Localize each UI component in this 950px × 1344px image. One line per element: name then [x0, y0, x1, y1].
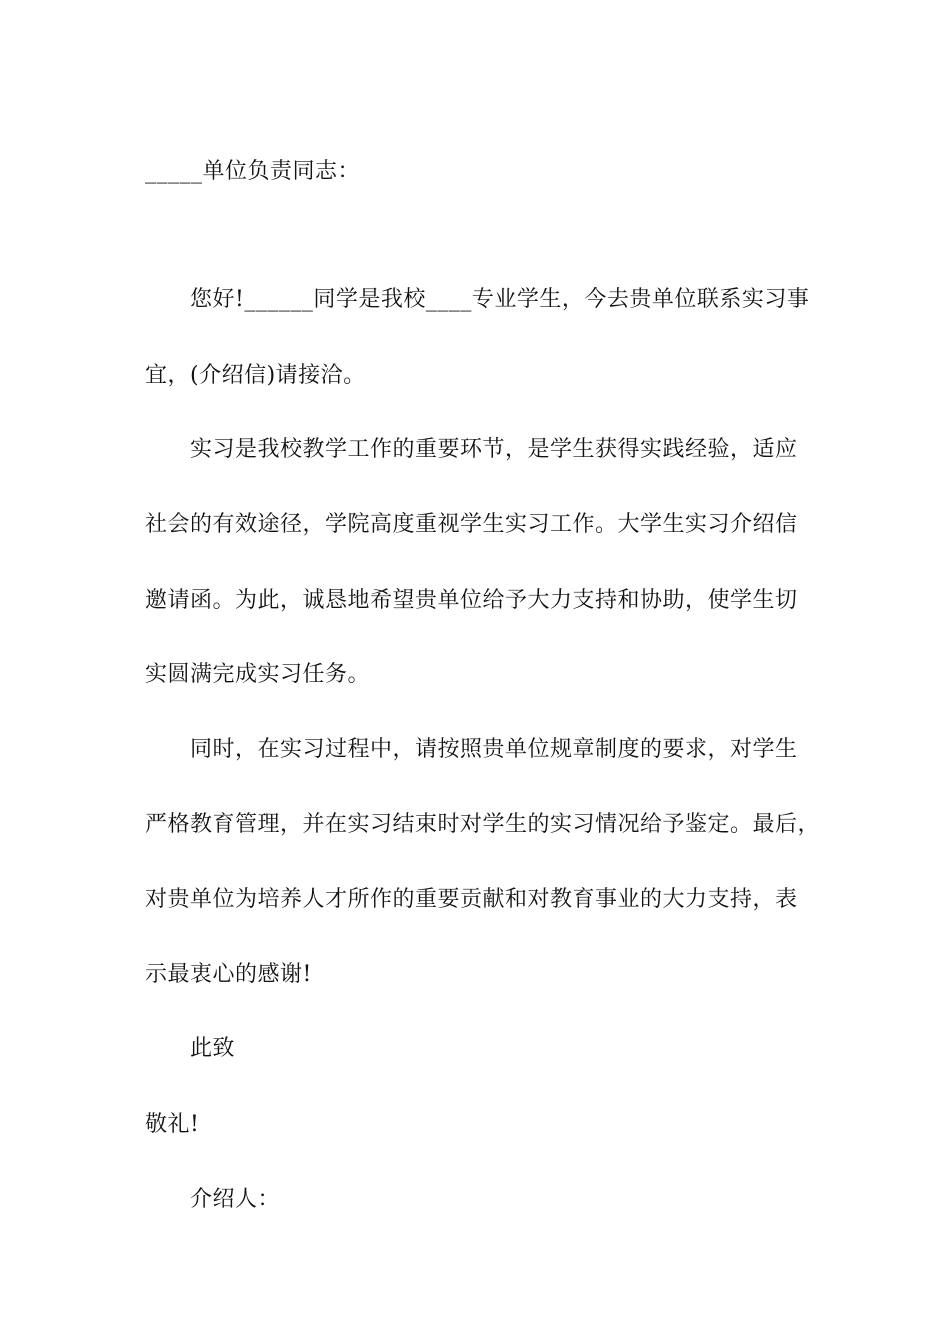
paragraph-line: 同时，在实习过程中，请按照贵单位规章制度的要求，对学生 — [190, 737, 798, 762]
closing-salute: 敬礼! — [145, 1112, 200, 1137]
paragraph-line: 您好!______同学是我校____专业学生，今去贵单位联系实习事 — [190, 287, 810, 312]
paragraph-line: 对贵单位为培养人才所作的重要贡献和对教育事业的大力支持，表 — [145, 887, 798, 912]
salutation: _____单位负责同志： — [145, 159, 361, 184]
closing-greeting: 此致 — [190, 1036, 236, 1061]
introducer-label: 介绍人： — [190, 1187, 281, 1212]
paragraph-line: 实习是我校教学工作的重要环节，是学生获得实践经验，适应 — [190, 437, 798, 462]
paragraph-line: 示最衷心的感谢! — [145, 962, 312, 987]
paragraph-line: 严格教育管理，并在实习结束时对学生的实习情况给予鉴定。最后， — [145, 812, 821, 837]
paragraph-line: 社会的有效途径，学院高度重视学生实习工作。大学生实习介绍信 — [145, 512, 798, 537]
paragraph-line: 实圆满完成实习任务。 — [145, 662, 371, 687]
paragraph-line: 宜，(介绍信)请接洽。 — [145, 363, 366, 388]
paragraph-line: 邀请函。为此，诚恳地希望贵单位给予大力支持和协助，使学生切 — [145, 588, 798, 613]
